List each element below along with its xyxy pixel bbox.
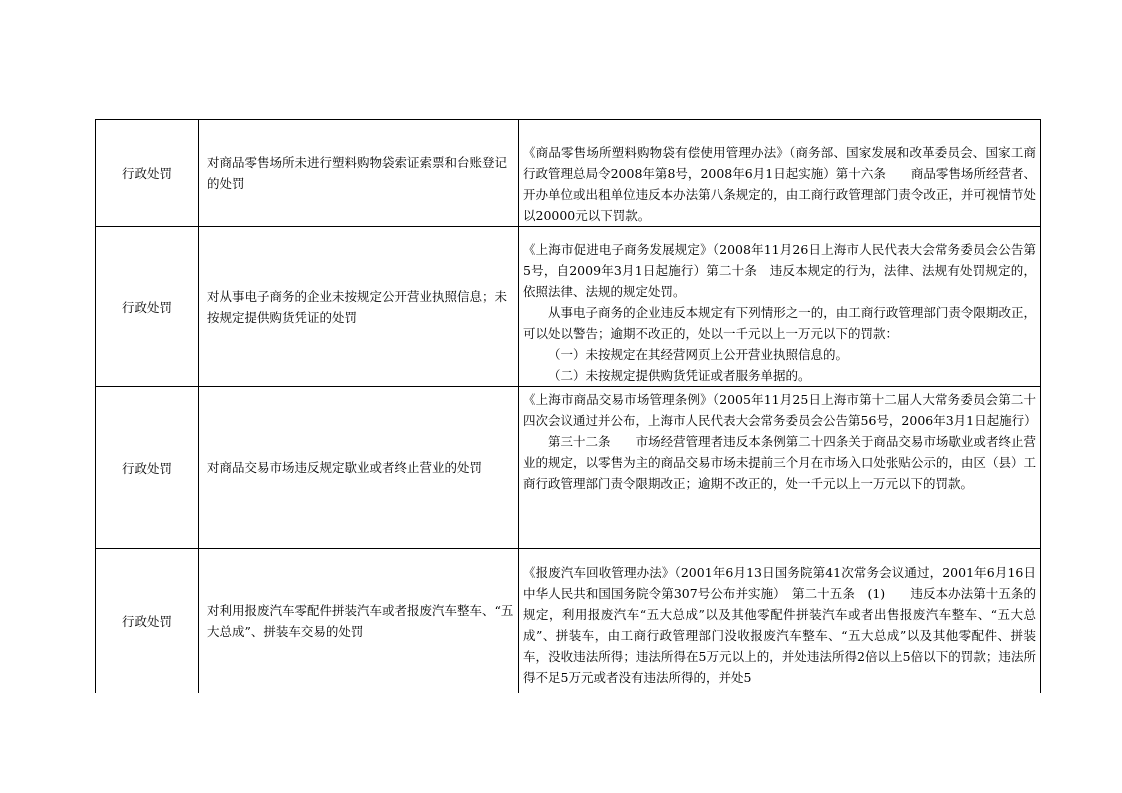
basis-cell xyxy=(519,387,1041,549)
basis-paragraph: 从事电子商务的企业违反本规定有下列情形之一的，由工商行政管理部门责令限期改正，可以处以警告；逾期不改正的，处以一千元以上一万元以下的罚款： xyxy=(523,305,1036,341)
table-row xyxy=(96,227,1041,387)
item-cell: 对利用报废汽车零配件拼装汽车或者报废汽车整车、“五大总成”、拼装车交易的处罚 xyxy=(199,549,519,693)
category-cell: 行政处罚 xyxy=(96,120,199,227)
item-cell: 对从事电子商务的企业未按规定公开营业执照信息；未按规定提供购货凭证的处罚 xyxy=(199,227,519,387)
item-cell: 对商品零售场所未进行塑料购物袋索证索票和台账登记的处罚 xyxy=(199,120,519,227)
basis-cell xyxy=(519,227,1041,387)
category-cell: 行政处罚 xyxy=(96,549,199,693)
basis-paragraph: （一）未按规定在其经营网页上公开营业执照信息的。 xyxy=(548,347,849,362)
table-row xyxy=(96,120,1041,227)
item-cell: 对商品交易市场违反规定歇业或者终止营业的处罚 xyxy=(199,387,519,549)
basis-cell xyxy=(519,549,1041,693)
basis-paragraph: 《商品零售场所塑料购物袋有偿使用管理办法》（商务部、国家发展和改革委员会、国家工商行政管理总局令2008年第8号，2008年6月1日起实施）第十六条 商品零售场所经营者、开办单位或出租单位违反本办法第八条规定的，由工商行政管理部门责令改正，并可视情节处以20000元以下罚款。 xyxy=(523,145,1036,223)
basis-paragraph: （二）未按规定提供购货凭证或者服务单据的。 xyxy=(548,368,811,383)
basis-paragraph: 第三十二条 市场经营管理者违反本条例第二十四条关于商品交易市场歇业或者终止营业的规定，以零售为主的商品交易市场未提前三个月在市场入口处张贴公示的，由区（县）工商行政管理部门责令限期改正；逾期不改正的，处一千元以上一万元以下的罚款。 xyxy=(523,434,1036,491)
basis-paragraph: 《上海市商品交易市场管理条例》（2005年11月25日上海市第十二届人大常务委员会第二十四次会议通过并公布，上海市人民代表大会常务委员会公告第56号，2006年3月1日起施行） xyxy=(523,392,1037,428)
penalty-table xyxy=(95,119,1041,693)
table-row xyxy=(96,549,1041,693)
basis-paragraph: 《报废汽车回收管理办法》（2001年6月13日国务院第41次常务会议通过，2001年6月16日中华人民共和国国务院令第307号公布并实施） 第二十五条 (1) 违反本办法第十五条的规定，利用报废汽车“五大总成”以及其他零配件拼装汽车或者出售报废汽车整车、“五大总成”、拼装车，由工商行政管理部门没收报废汽车整车、“五大总成”以及其他零配件、拼装车，没收违法所得；违法所得在5万元以上的，并处违法所得2倍以上5倍以下的罚款；违法所得不足5万元或者没有违法所得的，并处5 xyxy=(523,565,1036,685)
basis-cell xyxy=(519,120,1041,227)
basis-paragraph: 《上海市促进电子商务发展规定》（2008年11月26日上海市人民代表大会常务委员会公告第5号，自2009年3月1日起施行）第二十条 违反本规定的行为，法律、法规有处罚规定的，依照法律、法规的规定处罚。 xyxy=(523,242,1036,299)
category-cell: 行政处罚 xyxy=(96,227,199,387)
category-cell: 行政处罚 xyxy=(96,387,199,549)
table-row xyxy=(96,387,1041,549)
